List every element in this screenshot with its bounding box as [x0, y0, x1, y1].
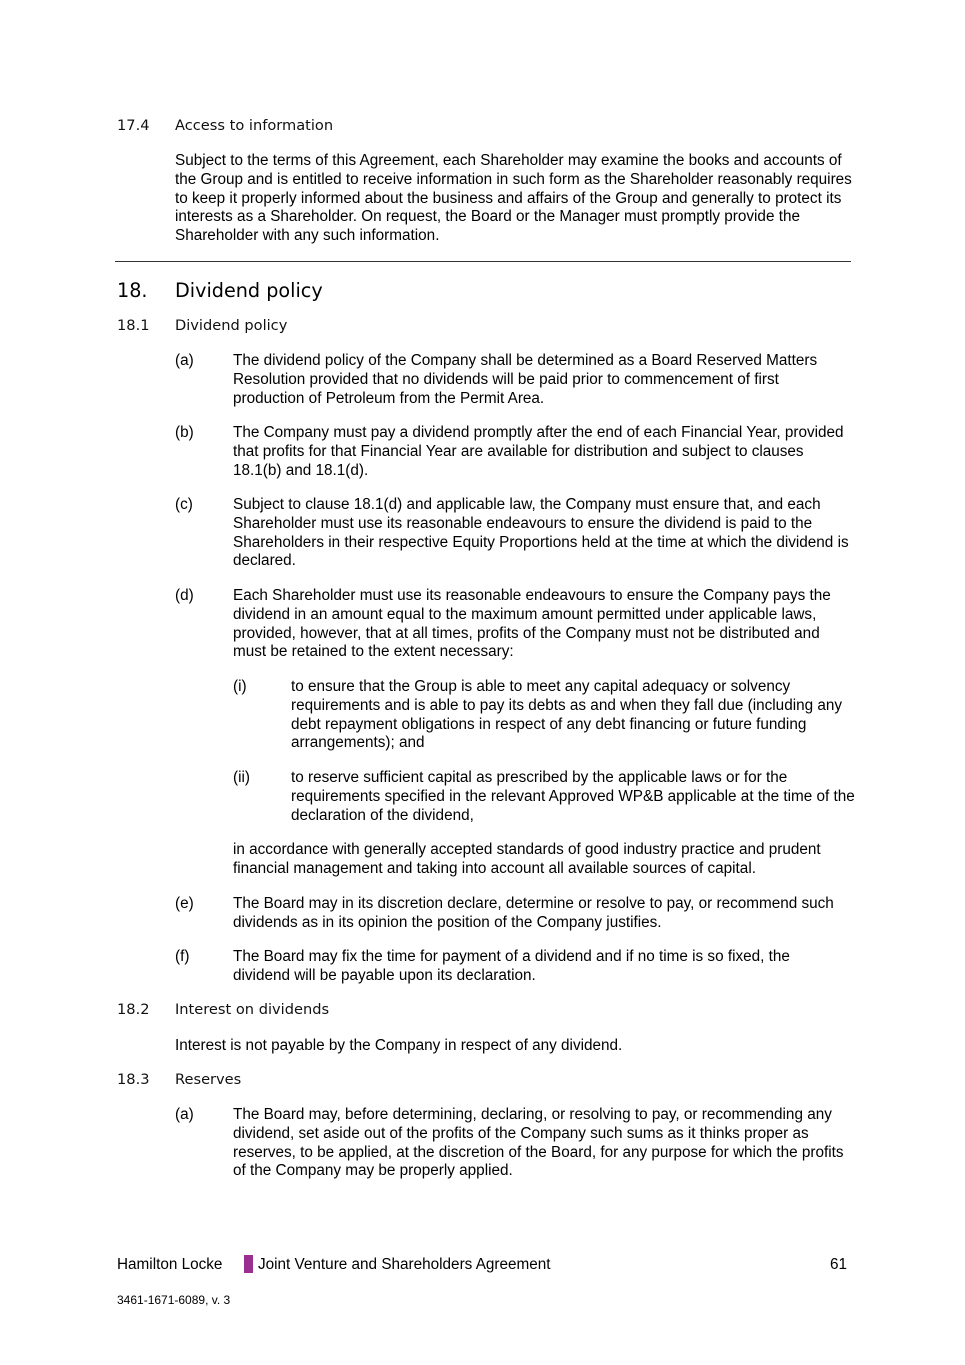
- list-item-text: The Company must pay a dividend promptly after the end of each Financial Year, provided that profits for that Financial Year are available for distribution and subject to clauses 18.1(b) and 18.1(d).: [233, 424, 844, 479]
- section-heading-17-4: Access to information: [175, 117, 334, 134]
- list-marker: (c): [175, 496, 193, 513]
- list-item-text: The dividend policy of the Company shall be determined as a Board Reserved Matters Resolution provided that no dividends will be paid prior to commencement of first production of Petroleum from the Permit Area.: [233, 352, 818, 407]
- list-item-text: The Board may, before determining, declaring, or resolving to pay, or recommending any dividend, set aside out of the profits of the Company such sums as it thinks proper as reserves, to be applied, at the discretion of the Board, for any purpose for which the profits of the Company may be properly applied.: [233, 1106, 844, 1180]
- section-heading-18-3: Reserves: [175, 1071, 242, 1088]
- footer-document-title: Joint Venture and Shareholders Agreement: [258, 1256, 551, 1273]
- section-heading-18: Dividend policy: [175, 279, 323, 302]
- footer-accent-bar: [244, 1255, 253, 1273]
- section-number-18-3: 18.3: [117, 1071, 150, 1088]
- list-item-text: The Board may fix the time for payment of a dividend and if no time is so fixed, the dividend will be payable upon its declaration.: [233, 948, 790, 984]
- section-divider: [115, 261, 851, 262]
- footer-firm-name: Hamilton Locke: [117, 1256, 223, 1273]
- sublist-marker: (i): [233, 678, 247, 695]
- list-marker: (e): [175, 895, 194, 912]
- list-marker: (a): [175, 352, 194, 369]
- list-marker: (d): [175, 587, 194, 604]
- list-marker: (f): [175, 948, 190, 965]
- section-body-17-4: Subject to the terms of this Agreement, each Shareholder may examine the books and accounts of the Group and is entitled to receive information in such form as the Shareholder reasonably requires to keep it properly informed about the business and affairs of the Group and generally to protect its interests as a Shareholder. On request, the Board or the Manager must promptly provide the Shareholder with any such information.: [175, 152, 852, 245]
- sublist-marker: (ii): [233, 769, 250, 786]
- footer-doc-id: 3461-1671-6089, v. 3: [117, 1293, 231, 1307]
- section-body-18-2: Interest is not payable by the Company in respect of any dividend.: [175, 1037, 623, 1054]
- list-item-text: Subject to clause 18.1(d) and applicable law, the Company must ensure that, and each Shareholder must use its reasonable endeavours to ensure the dividend is paid to the Shareholders in their respective Equity Proportions held at the time at which the dividend is declared.: [233, 496, 849, 570]
- section-number-18: 18.: [117, 279, 148, 302]
- sublist-item-text: to reserve sufficient capital as prescribed by the applicable laws or for the requirements specified in the relevant Approved WP&B applicable at the time of the declaration of the dividend,: [291, 769, 855, 824]
- section-number-18-2: 18.2: [117, 1001, 150, 1018]
- sublist-item-text: to ensure that the Group is able to meet any capital adequacy or solvency requirements and is able to pay its debts as and when they fall due (including any debt repayment obligations in respect of any debt financing or future funding arrangements); and: [291, 678, 843, 752]
- list-marker: (a): [175, 1106, 194, 1123]
- section-heading-18-2: Interest on dividends: [175, 1001, 330, 1018]
- footer-page-number: 61: [830, 1256, 848, 1273]
- list-marker: (b): [175, 424, 194, 441]
- list-item-text: The Board may in its discretion declare, determine or resolve to pay, or recommend such dividends as in its opinion the position of the Company justifies.: [233, 895, 834, 931]
- continuation-text: in accordance with generally accepted standards of good industry practice and prudent financial management and taking into account all available sources of capital.: [233, 841, 821, 877]
- section-heading-18-1: Dividend policy: [175, 317, 288, 334]
- section-number-17-4: 17.4: [117, 117, 150, 134]
- section-number-18-1: 18.1: [117, 317, 150, 334]
- list-item-text: Each Shareholder must use its reasonable endeavours to ensure the Company pays the dividend in an amount equal to the maximum amount permitted under applicable laws, provided, however, that at all times, profits of the Company must not be distributed and must be retained to the extent necessary:: [233, 587, 831, 661]
